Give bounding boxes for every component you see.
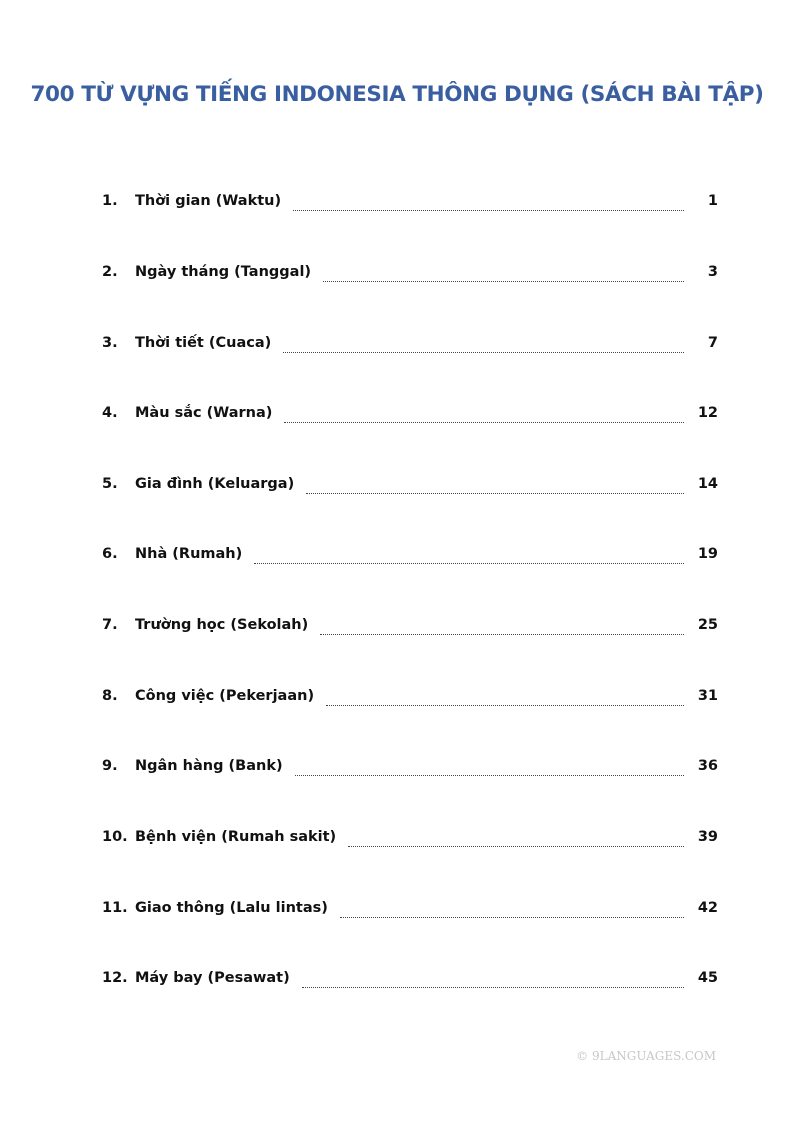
toc-entry-number: 11. bbox=[102, 900, 128, 916]
toc-entry-page: 31 bbox=[697, 688, 718, 704]
toc-entry-number: 3. bbox=[102, 335, 118, 351]
toc-entry-number: 1. bbox=[102, 193, 118, 209]
toc-entry-label: Máy bay (Pesawat) bbox=[135, 970, 290, 986]
toc-entry[interactable] bbox=[102, 546, 718, 570]
toc-entry[interactable] bbox=[102, 688, 718, 712]
toc-leader-dots bbox=[323, 280, 684, 282]
toc-entry-number: 10. bbox=[102, 829, 128, 845]
toc-entry[interactable] bbox=[102, 405, 718, 429]
toc-entry-page: 25 bbox=[697, 617, 718, 633]
toc-leader-dots bbox=[306, 492, 684, 494]
toc-leader-dots bbox=[284, 421, 683, 423]
toc-entry-label: Ngân hàng (Bank) bbox=[135, 758, 283, 774]
toc-entry-label: Gia đình (Keluarga) bbox=[135, 476, 295, 492]
toc-entry-page: 19 bbox=[697, 546, 718, 562]
toc-entry-label: Công việc (Pekerjaan) bbox=[135, 688, 315, 704]
toc-entry-page: 12 bbox=[697, 405, 718, 421]
toc-entry-page: 45 bbox=[697, 970, 718, 986]
toc-entry[interactable] bbox=[102, 264, 718, 288]
toc-entry-label: Nhà (Rumah) bbox=[135, 546, 243, 562]
toc-leader-dots bbox=[254, 562, 684, 564]
toc-leader-dots bbox=[326, 704, 684, 706]
toc-entry[interactable] bbox=[102, 758, 718, 782]
toc-entry-label: Thời tiết (Cuaca) bbox=[135, 335, 272, 351]
toc-leader-dots bbox=[293, 209, 684, 211]
toc-entry-number: 4. bbox=[102, 405, 118, 421]
watermark: © 9LANGUAGES.COM bbox=[576, 1049, 716, 1063]
toc-entry-page: 14 bbox=[697, 476, 718, 492]
document-title: 700 TỪ VỰNG TIẾNG INDONESIA THÔNG DỤNG (SÁCH BÀI TẬP) bbox=[30, 82, 764, 107]
toc-leader-dots bbox=[348, 845, 684, 847]
toc-entry-label: Giao thông (Lalu lintas) bbox=[135, 900, 328, 916]
toc-leader-dots bbox=[340, 916, 684, 918]
toc-entry-label: Màu sắc (Warna) bbox=[135, 405, 273, 421]
toc-entry-number: 5. bbox=[102, 476, 118, 492]
toc-leader-dots bbox=[283, 351, 684, 353]
toc-leader-dots bbox=[302, 986, 684, 988]
toc-entry-number: 9. bbox=[102, 758, 118, 774]
toc-entry-label: Thời gian (Waktu) bbox=[135, 193, 282, 209]
toc-entry-label: Ngày tháng (Tanggal) bbox=[135, 264, 312, 280]
toc-entry-number: 2. bbox=[102, 264, 118, 280]
toc-entry-number: 8. bbox=[102, 688, 118, 704]
toc-entry[interactable] bbox=[102, 617, 718, 641]
toc-entry-number: 7. bbox=[102, 617, 118, 633]
toc-entry[interactable] bbox=[102, 193, 718, 217]
toc-leader-dots bbox=[320, 633, 684, 635]
toc-entry-label: Trường học (Sekolah) bbox=[135, 617, 309, 633]
toc-entry-number: 12. bbox=[102, 970, 128, 986]
toc-entry-page: 36 bbox=[697, 758, 718, 774]
toc-entry-number: 6. bbox=[102, 546, 118, 562]
toc-entry[interactable] bbox=[102, 900, 718, 924]
toc-entry-label: Bệnh viện (Rumah sakit) bbox=[135, 829, 337, 845]
toc-leader-dots bbox=[295, 774, 684, 776]
toc-entry[interactable] bbox=[102, 476, 718, 500]
toc-entry[interactable] bbox=[102, 829, 718, 853]
toc-entry[interactable] bbox=[102, 970, 718, 994]
toc-entry-page: 39 bbox=[697, 829, 718, 845]
toc-entry[interactable] bbox=[102, 335, 718, 359]
toc-entry-page: 7 bbox=[707, 335, 718, 351]
toc-entry-page: 42 bbox=[697, 900, 718, 916]
toc-entry-page: 1 bbox=[707, 193, 718, 209]
toc-entry-page: 3 bbox=[707, 264, 718, 280]
